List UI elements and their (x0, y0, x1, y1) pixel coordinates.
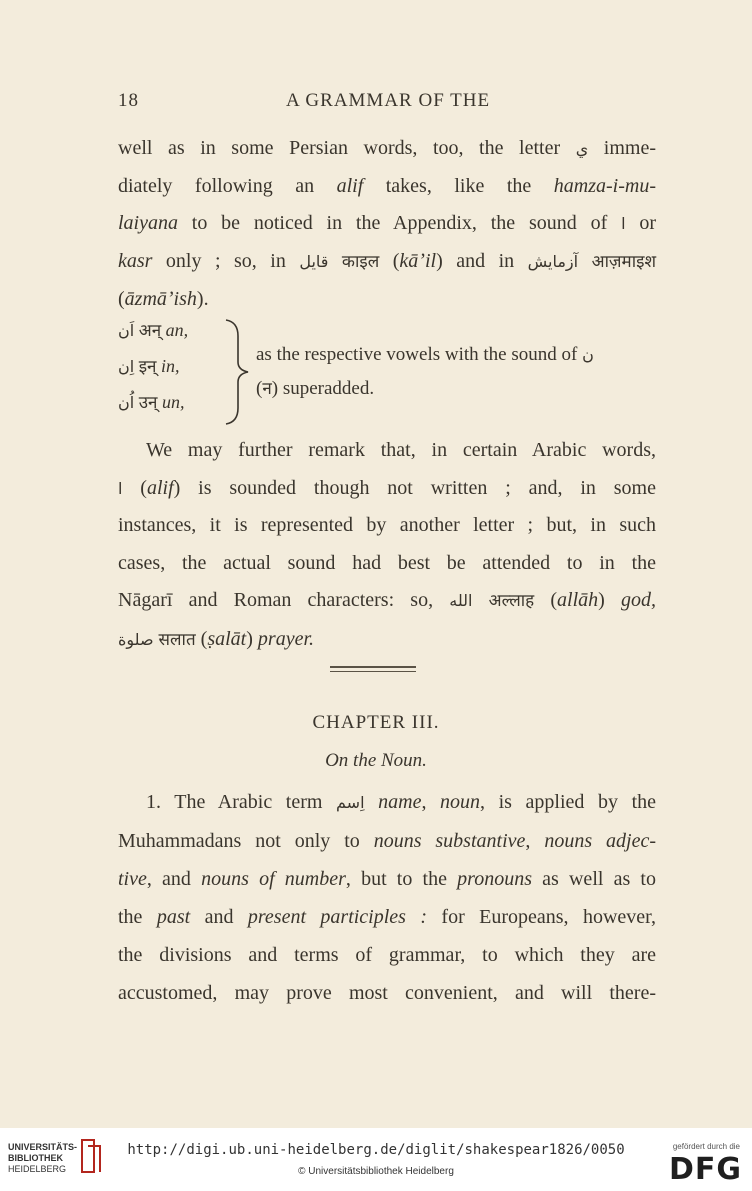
text-line: kasr only ; so, in قايل काइल (kāʼil) and in آزمايش आज़माइश (118, 249, 657, 272)
vowel-table (118, 318, 658, 428)
text-line: accustomed, may prove most convenient, and will there- (118, 982, 656, 1004)
text-line: tive, and nouns of number, but to the pronouns as well as to (118, 868, 656, 890)
vowel-row-an: اَن अन् an, (118, 320, 189, 341)
page-number: 18 (118, 90, 139, 111)
permalink-url[interactable]: http://digi.ub.uni-heidelberg.de/diglit/shakespear1826/0050 (127, 1142, 625, 1158)
chapter-title: CHAPTER III. (312, 712, 440, 733)
paragraph-persian-letter (118, 130, 656, 319)
text-line: well as in some Persian words, too, the letter ي imme- (118, 137, 656, 159)
running-title: A GRAMMAR OF THE (286, 90, 491, 111)
footer-bar (0, 1128, 752, 1191)
vowel-desc-line: as the respective vowels with the sound of ن (256, 344, 594, 365)
text-line: Muhammadans not only to nouns substantive, nouns adjec- (118, 830, 657, 852)
vowel-row-un: اُن उन् un, (118, 392, 185, 413)
copyright-notice: © Universitätsbibliothek Heidelberg (298, 1166, 454, 1177)
text-line: instances, it is represented by another letter ; but, in such (118, 514, 656, 536)
chapter-subtitle: On the Noun. (325, 750, 427, 771)
text-line: cases, the actual sound had best be attended to in the (118, 551, 656, 574)
text-line: Nāgarī and Roman characters: so, الله अल्लाह (allāh) god, (118, 589, 656, 611)
text-line: (āzmāʼish). (118, 288, 209, 310)
text-line: صلوة सलात (ṣalāt) prayer. (118, 627, 315, 650)
dfg-logo: DFG (668, 1152, 742, 1187)
paragraph-noun (118, 783, 656, 1012)
curly-brace-icon (222, 318, 252, 426)
library-logo: UNIVERSITÄTS- BIBLIOTHEK HEIDELBERG (8, 1142, 78, 1174)
text-line: We may further remark that, in certain Arabic words, (146, 439, 656, 461)
text-line: the divisions and terms of grammar, to which they are (118, 944, 656, 966)
text-line: diately following an alif takes, like the hamza-i-mu- (118, 174, 656, 197)
vowel-desc-line: (न) superadded. (256, 378, 375, 399)
text-line: laiyana to be noticed in the Appendix, the sound of ا or (118, 212, 656, 234)
text-line: ا (alif) is sounded though not written ; and, in some (118, 476, 656, 499)
vowel-row-in: اِن इन् in, (118, 356, 180, 377)
section-divider (330, 666, 416, 672)
paragraph-arabic-alif (118, 432, 656, 659)
vowel-description (256, 338, 594, 406)
text-line: 1. The Arabic term اِسم name, noun, is applied by the (146, 791, 657, 813)
funded-by-label: gefördert durch die (672, 1142, 740, 1151)
text-line: the past and present participles : for Europeans, however, (118, 906, 657, 928)
